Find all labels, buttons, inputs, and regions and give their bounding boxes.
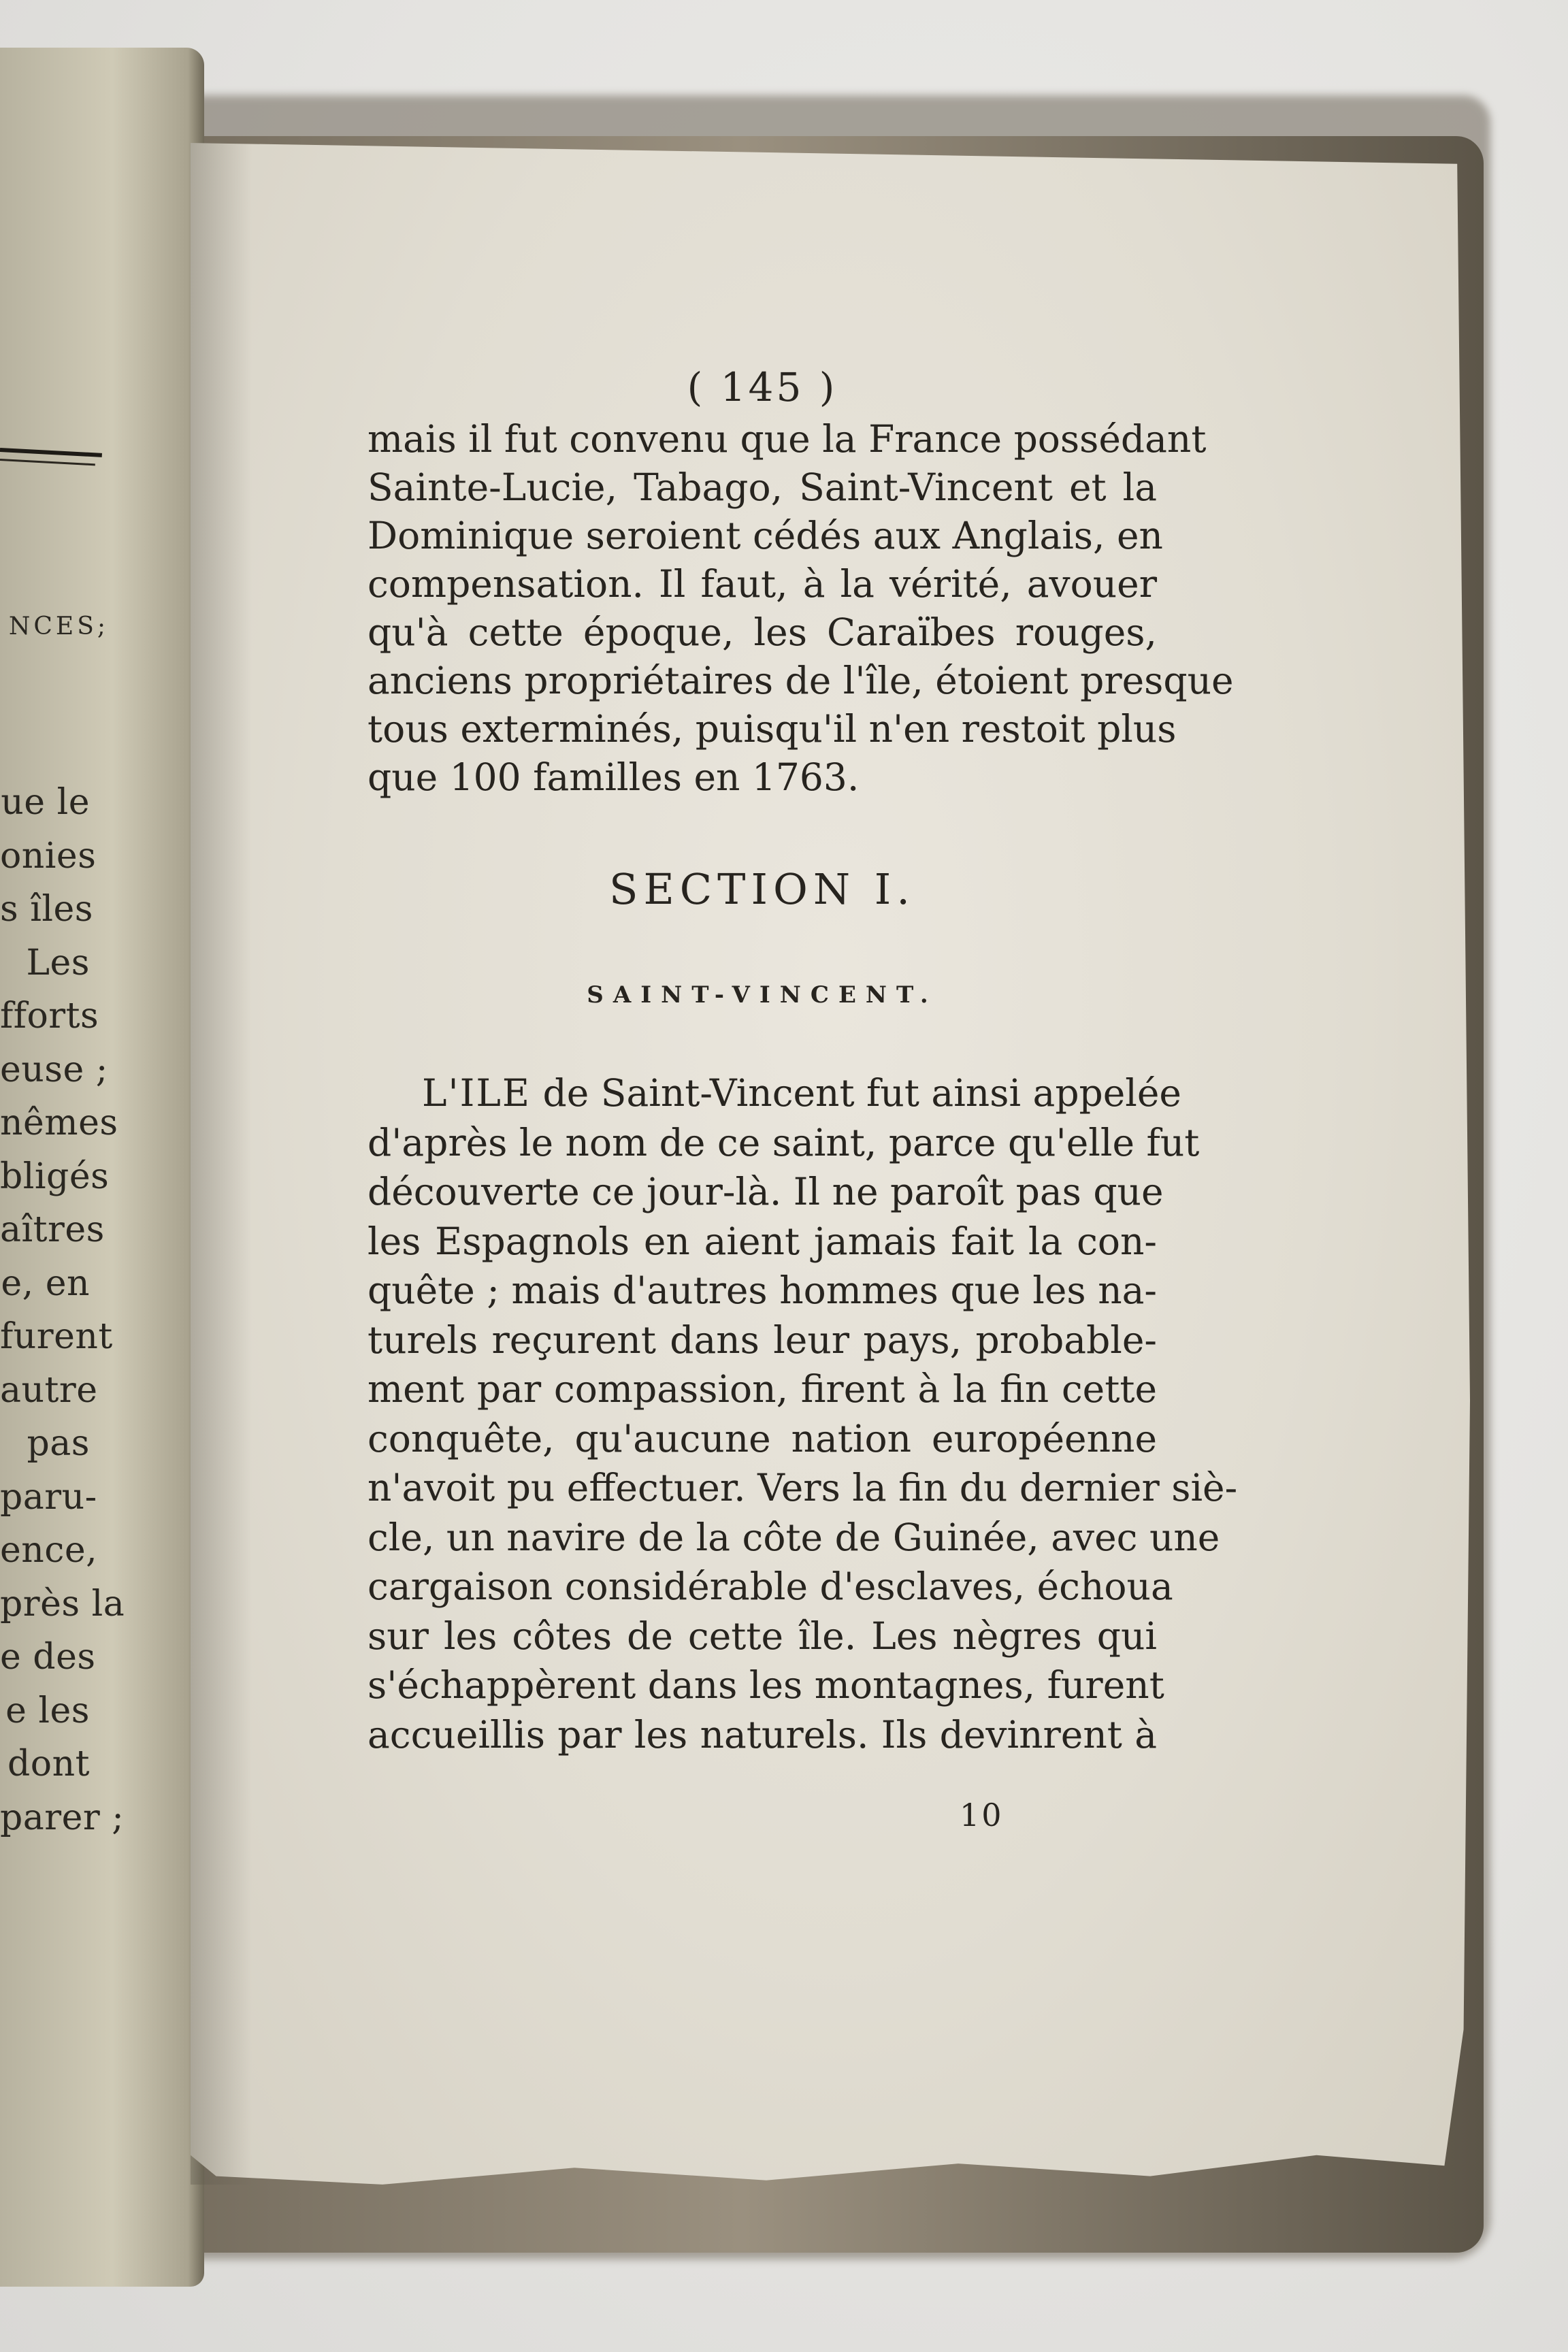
left-line: autre	[0, 1369, 98, 1411]
left-line: e les	[5, 1690, 90, 1731]
text-line-first	[368, 1068, 1181, 1118]
left-line: e des	[0, 1637, 96, 1678]
text-line: conquête, qu'aucune nation européenne	[368, 1416, 1157, 1460]
left-line: euse ;	[0, 1049, 108, 1090]
section-subtitle: SAINT-VINCENT.	[587, 981, 938, 1009]
left-line: aîtres	[0, 1209, 105, 1250]
left-line: onies	[0, 835, 97, 877]
text-line: compensation. Il faut, à la vérité, avouer	[368, 562, 1157, 606]
page-number: ( 145 )	[687, 364, 838, 410]
text-line: découverte ce jour-là. Il ne paroît pas que	[368, 1170, 1164, 1213]
left-line: e, en	[1, 1262, 90, 1304]
page-gutter-shadow	[191, 143, 252, 2185]
opening-word: L'ILE	[422, 1071, 532, 1115]
left-page-rule	[0, 448, 102, 457]
left-line: ence,	[0, 1530, 98, 1571]
text-line: que 100 familles en 1763.	[368, 755, 860, 799]
text-line: cle, un navire de la côte de Guinée, avec une	[368, 1515, 1220, 1559]
text-line: tous exterminés, puisqu'il n'en restoit plus	[368, 707, 1177, 751]
left-page-text	[0, 776, 125, 1844]
left-line: Les	[26, 942, 90, 983]
text-line: quête ; mais d'autres hommes que les na-	[368, 1269, 1157, 1312]
left-line: fforts	[0, 996, 99, 1036]
text-line: Dominique seroient cédés aux Anglais, en	[368, 514, 1163, 557]
page-text-block	[368, 364, 1238, 1833]
left-line: dont	[7, 1744, 90, 1784]
left-page	[0, 48, 204, 2287]
text-line: cargaison considérable d'esclaves, échoua	[368, 1565, 1173, 1608]
text-line: qu'à cette époque, les Caraïbes rouges,	[368, 610, 1157, 654]
left-page-header-fragment: NCES;	[8, 612, 109, 640]
paragraph-continued	[368, 415, 1234, 802]
text-line: ment par compassion, firent à la fin cette	[368, 1367, 1157, 1411]
text-line: d'après le nom de ce saint, parce qu'elle fut	[368, 1120, 1200, 1164]
left-line: paru-	[0, 1476, 97, 1518]
signature-mark: 10	[960, 1797, 1004, 1833]
text-line: les Espagnols en aient jamais fait la con-	[368, 1219, 1157, 1263]
left-line: bligés	[0, 1156, 110, 1197]
text-line: mais il fut convenu que la France possédant	[368, 417, 1207, 461]
text-line: Sainte-Lucie, Tabago, Saint-Vincent et la	[368, 466, 1157, 509]
text-line: sur les côtes de cette île. Les nègres qui	[368, 1614, 1157, 1658]
text-line: turels reçurent dans leur pays, probable-	[368, 1318, 1157, 1362]
left-line: pas	[27, 1423, 90, 1464]
left-line: nêmes	[0, 1102, 118, 1143]
section-title: SECTION I.	[608, 864, 915, 914]
first-line-rest: de Saint-Vincent fut ainsi appelée	[542, 1071, 1181, 1115]
left-line: s îles	[0, 889, 93, 930]
text-line: n'avoit pu effectuer. Vers la fin du dernier siè-	[368, 1466, 1238, 1509]
text-line: s'échappèrent dans les montagnes, furent	[368, 1663, 1164, 1707]
left-page-rule-thin	[0, 459, 95, 466]
left-line: près la	[0, 1583, 125, 1624]
left-line: parer ;	[0, 1797, 125, 1838]
paragraph-saint-vincent	[368, 1068, 1238, 1759]
left-line: ue le	[1, 782, 90, 823]
text-line: accueillis par les naturels. Ils devinrent à	[368, 1712, 1157, 1757]
text-line: anciens propriétaires de l'île, étoient presque	[368, 659, 1234, 702]
left-line: furent	[0, 1316, 113, 1357]
